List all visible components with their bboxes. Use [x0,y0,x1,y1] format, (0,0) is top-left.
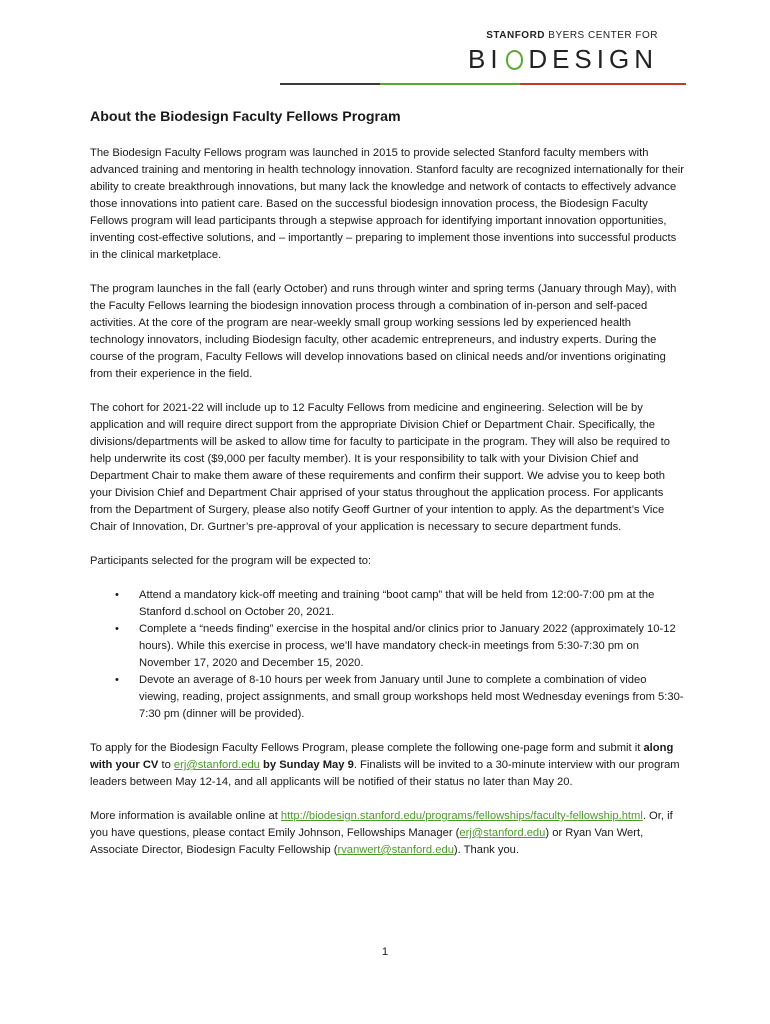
logo-subtitle: STANFORD BYERS CENTER FOR [486,30,658,41]
logo-circle-icon [506,50,524,70]
list-item: • Attend a mandatory kick-off meeting and training “boot camp” that will be held from 12:00-7:00 pm at the Stanford d.school on October 20, 2021. [115,589,655,618]
paragraph-intro: The Biodesign Faculty Fellows program was launched in 2015 to provide selected Stanford faculty members with advanced training and mentoring in health technology innovation. Stanford faculty are recognized internationally for their ability to create breakthrough innovations, but many lack the knowledge and network of contacts to effectively advance those innovations into patient care. Based on the successful biodesign innovation process, the Biodesign Faculty Fellows program will lead participants through a stepwise approach for identifying important innovation opportunities, inventing cost-effective solutions, and – importantly – preparing to implement those inventions into successful products in the clinical marketplace. [90,147,684,261]
paragraph-apply: To apply for the Biodesign Faculty Fellows Program, please complete the following one-page form and submit it along with your CV to erj@stanford.edu by Sunday May 9. Finalists will be invited to a 30-minute interview with our program leaders between May 12-14, and all applicants will be notified of their status no later than May 20. [90,742,680,788]
email-link-emily[interactable]: erj@stanford.edu [459,827,546,839]
document-body [90,108,686,876]
logo [468,30,658,75]
list-item: • Complete a “needs finding” exercise in the hospital and/or clinics prior to January 2022 (approximately 10-12 hours). While this exercise in process, we’ll have mandatory check-in meetings from 5:30-7:30 pm on November 17, 2020 and December 15, 2020. [115,623,676,669]
logo-wordmark: BI DESIGN [468,44,658,74]
email-link[interactable]: erj@stanford.edu [173,759,260,771]
paragraph-schedule: The program launches in the fall (early October) and runs through winter and spring terms (January through May), with the Faculty Fellows learning the biodesign innovation process through a combination of in-person and self-paced activities. At the core of the program are near-weekly small group working sessions led by experienced health technology innovators, including Biodesign faculty, other academic entrepreneurs, and industry experts. During the course of the program, Faculty Fellows will develop innovations based on clinical needs and/or inventions originating from their experience in the field. [90,283,677,380]
program-url-link[interactable]: http://biodesign.stanford.edu/programs/fellowships/faculty-fellowship.html [280,810,643,822]
header-rule [90,83,686,85]
email-link-ryan[interactable]: rvanwert@stanford.edu [337,844,454,856]
list-item: • Devote an average of 8-10 hours per week from January until June to complete a combination of video viewing, reading, project assignments, and small group workshops held most Wednesday evenings from 5:30-7:30 pm (dinner will be provided). [115,674,684,720]
page-number: 1 [381,946,389,958]
paragraph-cohort: The cohort for 2021-22 will include up to 12 Faculty Fellows from medicine and engineering. Selection will be by application and will require direct support from the appropriate Division Chief or Department Chair. Specifically, the divisions/departments will be asked to allow time for faculty to participate in the program. They will also be required to help underwrite its cost ($9,000 per faculty member). It is your responsibility to talk with your Division Chief and Department Chair to make them aware of these requirements and confirm their support. We advise you to keep both your Division Chief and Department Chair apprised of your status throughout the application process. For applicants from the Department of Surgery, please also notify Geoff Gurtner of your intention to apply. As the department’s Vice Chair of Innovation, Dr. Gurtner’s pre-approval of your application is necessary to secure department funds. [90,402,670,533]
paragraph-expectations: Participants selected for the program will be expected to: [90,555,372,567]
paragraph-more-info: More information is available online at http://biodesign.stanford.edu/programs/fellowships/faculty-fellowship.html. Or, if you have questions, please contact Emily Johnson, Fellowships Manager (erj@stanford.edu) or Ryan Van Wert, Associate Director, Biodesign Faculty Fellowship (rvanwert@stanford.edu). Thank you. [90,810,673,856]
expectations-list [90,587,686,723]
page-title: About the Biodesign Faculty Fellows Program [90,109,401,125]
